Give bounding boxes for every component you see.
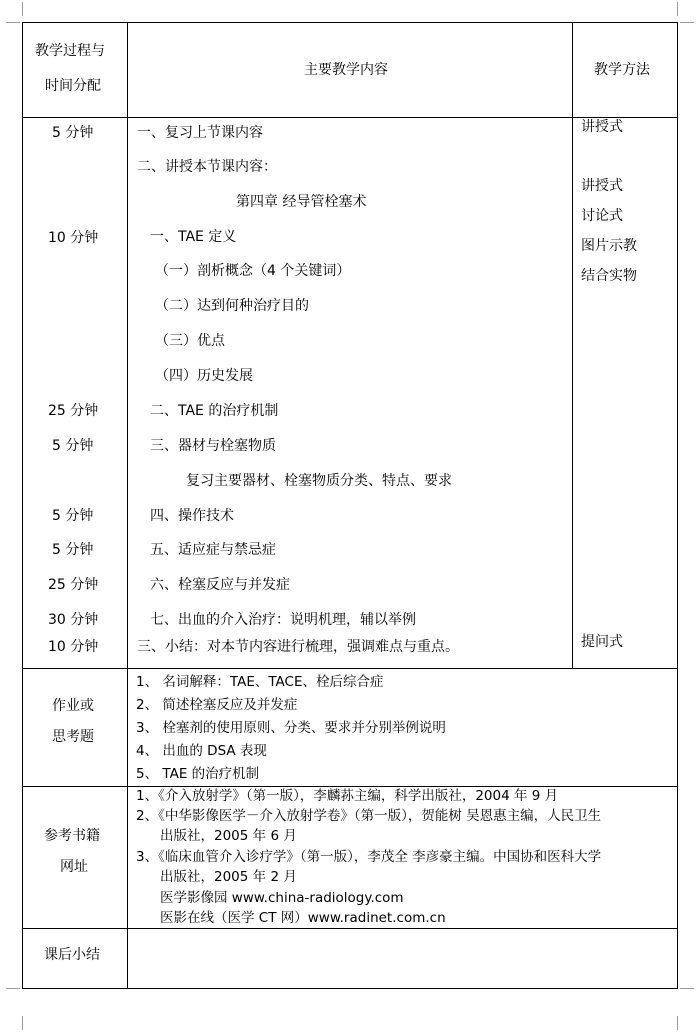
homework-item: 1、 名词解释：TAE、TACE、栓后综合症 bbox=[136, 674, 384, 690]
content-line: 一、TAE 定义 bbox=[150, 229, 237, 245]
reference-line: 出版社，2005 年 6 月 bbox=[160, 828, 297, 844]
content-line: 一、复习上节课内容 bbox=[137, 125, 263, 141]
time-entry: 5 分钟 bbox=[52, 438, 94, 454]
reference-line: 出版社，2005 年 2 月 bbox=[160, 869, 297, 885]
header-content: 主要教学内容 bbox=[304, 62, 388, 78]
content-line: （二）达到何种治疗目的 bbox=[155, 298, 309, 314]
homework-item: 3、 栓塞剂的使用原则、分类、要求并分别举例说明 bbox=[136, 720, 446, 736]
reference-website: 医学影像园 www.china-radiology.com bbox=[160, 890, 404, 906]
column-divider bbox=[572, 22, 573, 668]
content-line: （三）优点 bbox=[155, 333, 225, 349]
crop-mark bbox=[22, 1016, 23, 1030]
time-entry: 5 分钟 bbox=[52, 125, 94, 141]
time-entry: 5 分钟 bbox=[52, 508, 94, 524]
reference-website: 医影在线（医学 CT 网）www.radinet.com.cn bbox=[160, 910, 446, 926]
summary-label: 课后小结 bbox=[44, 947, 100, 963]
content-line: 三、小结：对本节内容进行梳理，强调难点与重点。 bbox=[137, 639, 459, 655]
table-border-right bbox=[677, 22, 678, 989]
homework-label-line1: 作业或 bbox=[52, 698, 94, 714]
table-border-left bbox=[22, 22, 23, 989]
chapter-title: 第四章 经导管栓塞术 bbox=[236, 194, 367, 210]
header-time-line2: 时间分配 bbox=[45, 78, 101, 94]
content-line: 七、出血的介入治疗：说明机理，辅以举例 bbox=[150, 612, 416, 628]
homework-item: 5、 TAE 的治疗机制 bbox=[136, 766, 260, 782]
table-border-top bbox=[22, 22, 678, 23]
time-entry: 10 分钟 bbox=[48, 639, 99, 655]
time-entry: 10 分钟 bbox=[48, 230, 99, 246]
row-divider bbox=[22, 668, 678, 669]
table-border-bottom bbox=[22, 988, 678, 989]
method-entry: 图片示教 bbox=[581, 238, 637, 254]
crop-mark bbox=[6, 22, 20, 23]
reference-line: 3、《临床血管介入诊疗学》（第一版），李茂全 李彦豪主编。中国协和医科大学 bbox=[136, 849, 602, 865]
crop-mark bbox=[677, 1016, 678, 1030]
crop-mark bbox=[680, 22, 694, 23]
crop-mark bbox=[6, 988, 20, 989]
crop-mark bbox=[680, 988, 694, 989]
homework-item: 2、 简述栓塞反应及并发症 bbox=[136, 697, 298, 713]
content-line: （四）历史发展 bbox=[155, 368, 253, 384]
column-divider bbox=[127, 22, 128, 989]
content-line: 三、器材与栓塞物质 bbox=[150, 438, 276, 454]
content-line: 六、栓塞反应与并发症 bbox=[150, 577, 290, 593]
method-entry: 提问式 bbox=[581, 634, 623, 650]
row-divider bbox=[22, 117, 678, 118]
method-entry: 讲授式 bbox=[581, 178, 623, 194]
header-time-line1: 教学过程与 bbox=[35, 43, 105, 59]
content-line: 复习主要器材、栓塞物质分类、特点、要求 bbox=[186, 473, 452, 489]
method-entry: 讨论式 bbox=[581, 208, 623, 224]
header-method: 教学方法 bbox=[594, 62, 650, 78]
reference-line: 2、《中华影像医学－介入放射学卷》（第一版），贺能树 吴恩惠主编，人民卫生 bbox=[136, 808, 602, 824]
content-line: 二、TAE 的治疗机制 bbox=[150, 403, 279, 419]
crop-mark bbox=[22, 2, 23, 16]
time-entry: 25 分钟 bbox=[48, 577, 99, 593]
homework-label-line2: 思考题 bbox=[52, 729, 94, 745]
method-entry: 结合实物 bbox=[581, 268, 637, 284]
reference-label-line2: 网址 bbox=[60, 859, 88, 875]
summary-content-cell[interactable] bbox=[128, 929, 677, 988]
content-line: 五、适应症与禁忌症 bbox=[150, 542, 276, 558]
reference-label-line1: 参考书籍 bbox=[44, 828, 100, 844]
content-line: 二、讲授本节课内容： bbox=[137, 159, 277, 175]
time-entry: 25 分钟 bbox=[48, 403, 99, 419]
homework-item: 4、 出血的 DSA 表现 bbox=[136, 743, 267, 759]
content-line: 四、操作技术 bbox=[150, 508, 234, 524]
reference-line: 1、《介入放射学》（第一版），李麟荪主编，科学出版社，2004 年 9 月 bbox=[136, 788, 559, 804]
crop-mark bbox=[677, 2, 678, 16]
content-line: （一）剖析概念（4 个关键词） bbox=[155, 263, 351, 279]
time-entry: 30 分钟 bbox=[48, 612, 99, 628]
time-entry: 5 分钟 bbox=[52, 542, 94, 558]
method-entry: 讲授式 bbox=[581, 119, 623, 135]
